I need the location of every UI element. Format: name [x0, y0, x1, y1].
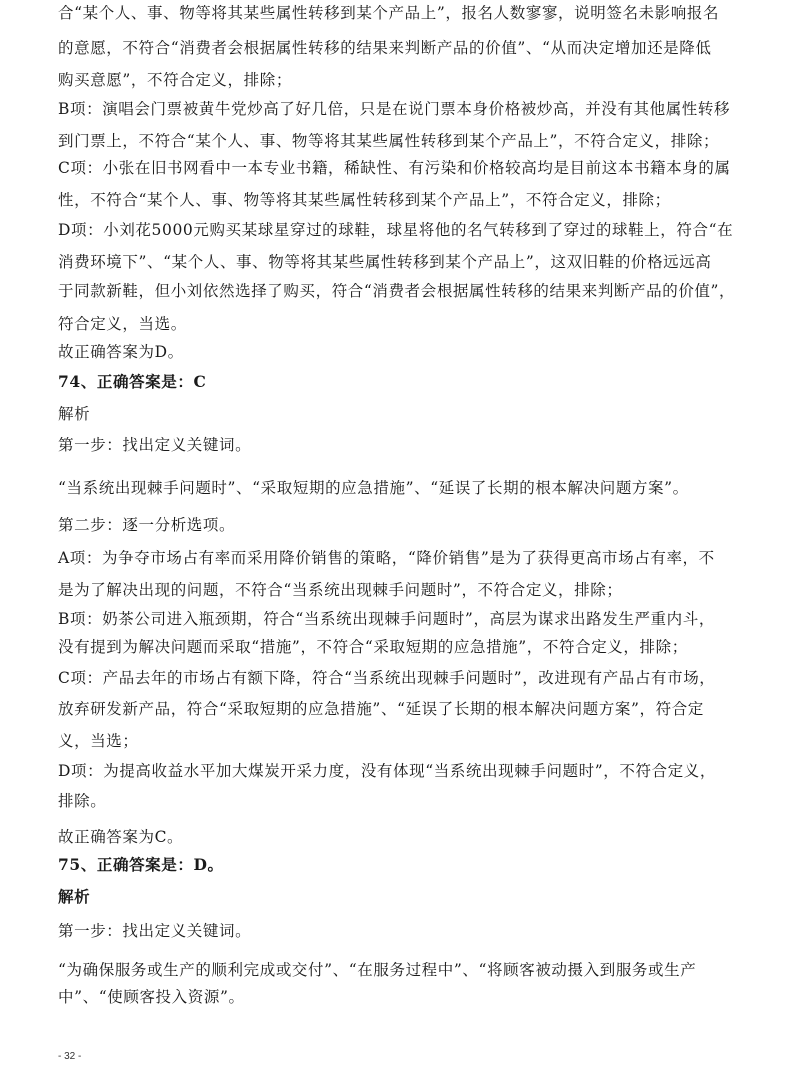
text-line: “当系统出现棘手问题时”、“采取短期的应急措施”、“延误了长期的根本解决问题方案”。 — [58, 479, 689, 497]
text-line: 故正确答案为D。 — [58, 343, 184, 361]
text-line: 中”、“使顾客投入资源”。 — [58, 988, 245, 1006]
text-line: 第一步：找出定义关键词。 — [58, 922, 252, 940]
text-line: 义，当选； — [58, 732, 139, 750]
text-line: 合“某个人、事、物等将其某些属性转移到某个产品上”，报名人数寥寥，说明签名未影响报名 — [58, 4, 720, 22]
section-heading: 75、正确答案是：D。 — [58, 855, 224, 874]
text-line: 性，不符合“某个人、事、物等将其某些属性转移到某个产品上”，不符合定义，排除； — [58, 191, 671, 209]
text-line: 第二步：逐一分析选项。 — [58, 516, 236, 534]
text-line: C项：小张在旧书网看中一本专业书籍，稀缺性、有污染和价格较高均是目前这本书籍本身的属 — [58, 159, 731, 177]
section-heading: 解析 — [58, 887, 91, 906]
text-line: 解析 — [58, 405, 91, 423]
text-line: “为确保服务或生产的顺利完成或交付”、“在服务过程中”、“将顾客被动摄入到服务或生产 — [58, 961, 697, 979]
text-line: 是为了解决出现的问题，不符合“当系统出现棘手问题时”，不符合定义，排除； — [58, 581, 623, 599]
text-line: 故正确答案为C。 — [58, 828, 184, 846]
text-line: B项：演唱会门票被黄牛党炒高了好几倍，只是在说门票本身价格被炒高，并没有其他属性转移 — [58, 100, 731, 118]
text-line: C项：产品去年的市场占有额下降，符合“当系统出现棘手问题时”，改进现有产品占有市场， — [58, 669, 716, 687]
text-line: 放弃研发新产品，符合“采取短期的应急措施”、“延误了长期的根本解决问题方案”，符合定 — [58, 700, 704, 718]
text-line: 排除。 — [58, 792, 107, 810]
text-line: 消费环境下”、“某个人、事、物等将其某些属性转移到某个产品上”，这双旧鞋的价格远远高 — [58, 253, 712, 271]
page-number: - 32 - — [58, 1051, 82, 1062]
text-line: 符合定义，当选。 — [58, 315, 187, 333]
text-line: 到门票上，不符合“某个人、事、物等将其某些属性转移到某个产品上”，不符合定义，排除； — [58, 132, 720, 150]
text-line: A项：为争夺市场占有率而采用降价销售的策略，“降价销售”是为了获得更高市场占有率，不 — [58, 549, 715, 567]
text-line: D项：为提高收益水平加大煤炭开采力度，没有体现“当系统出现棘手问题时”，不符合定义， — [58, 762, 716, 780]
section-heading: 74、正确答案是：C — [58, 372, 207, 391]
text-line: 于同款新鞋，但小刘依然选择了购买，符合“消费者会根据属性转移的结果来判断产品的价值”， — [58, 282, 736, 300]
text-line: 的意愿，不符合“消费者会根据属性转移的结果来判断产品的价值”、“从而决定增加还是降低 — [58, 39, 712, 57]
text-line: 没有提到为解决问题而采取“措施”，不符合“采取短期的应急措施”，不符合定义，排除； — [58, 638, 688, 656]
text-line: D项：小刘花5000元购买某球星穿过的球鞋，球星将他的名气转移到了穿过的球鞋上，符合“在 — [58, 221, 734, 239]
text-line: 购买意愿”，不符合定义，排除； — [58, 71, 292, 89]
text-line: B项：奶茶公司进入瓶颈期，符合“当系统出现棘手问题时”，高层为谋求出路发生严重内斗， — [58, 610, 715, 628]
text-line: 第一步：找出定义关键词。 — [58, 436, 252, 454]
